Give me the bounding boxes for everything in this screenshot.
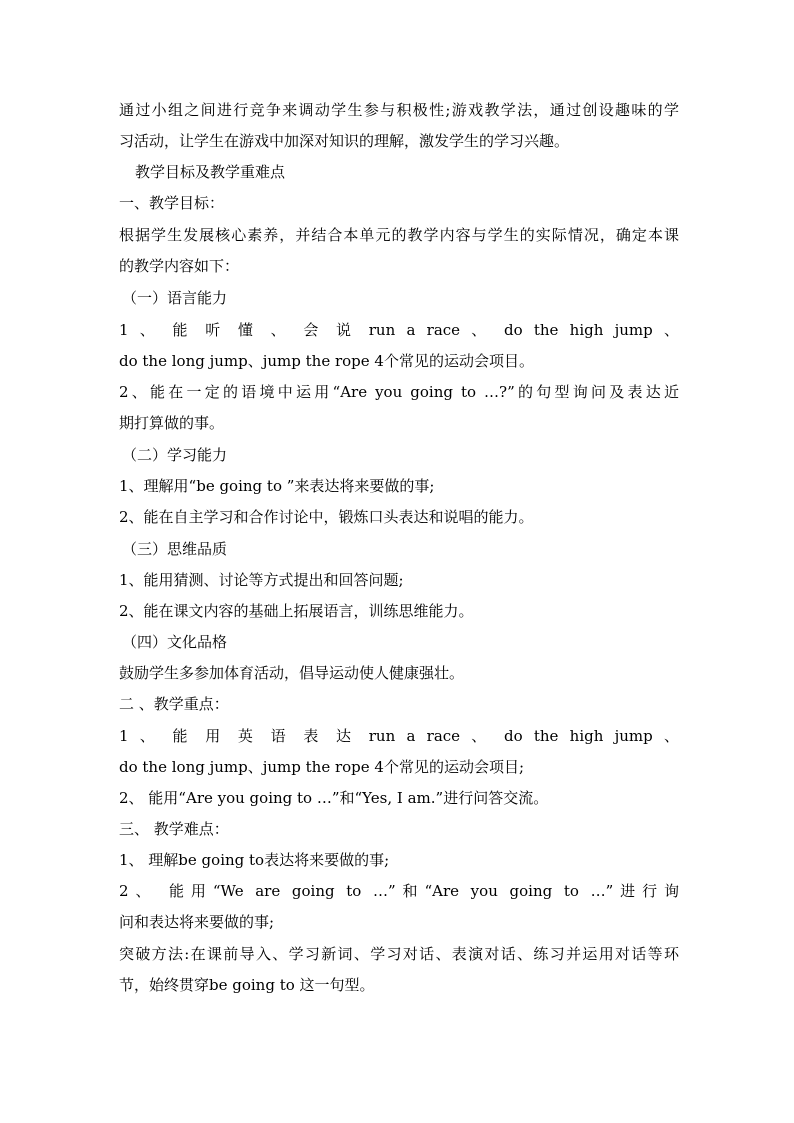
subheading-thinking-quality: （三）思维品质: [122, 540, 228, 558]
list-item: 1 、 能 用 英 语 表 达 run a race 、 do the high jump 、: [119, 727, 679, 745]
heading-key-points: 二 、教学重点：: [119, 695, 229, 713]
list-item-continuation: do the long jump、jump the rope 4个常见的运动会项目;: [119, 758, 525, 776]
list-item: 1、 理解be going to表达将来要做的事;: [119, 851, 390, 869]
paragraph-line: 通过小组之间进行竞争来调动学生参与积极性;游戏教学法，通过创设趣味的学: [119, 101, 679, 119]
paragraph-line: 习活动，让学生在游戏中加深对知识的理解，激发学生的学习兴趣。: [119, 132, 570, 150]
list-item: 2、 能用“Are you going to …”和“Yes, I am.”进行问答交流。: [119, 789, 549, 807]
heading-difficult-points: 三、 教学难点：: [119, 820, 229, 838]
list-item-continuation: 期打算做的事。: [119, 414, 225, 432]
paragraph-line: 鼓励学生多参加体育活动，倡导运动使人健康强壮。: [119, 664, 465, 682]
subheading-language-ability: （一）语言能力: [122, 289, 228, 307]
list-item-continuation: 问和表达将来要做的事;: [119, 913, 275, 931]
list-item-continuation: do the long jump、jump the rope 4个常见的运动会项目。: [119, 352, 534, 370]
section-title: 教学目标及教学重难点: [135, 163, 286, 181]
paragraph-line: 节，始终贯穿be going to 这一句型。: [119, 976, 375, 994]
paragraph-line: 的教学内容如下：: [119, 257, 240, 275]
heading-teaching-goals: 一、教学目标：: [119, 194, 225, 212]
paragraph-line: 根据学生发展核心素养，并结合本单元的教学内容与学生的实际情况，确定本课: [119, 226, 679, 244]
list-item: 2、能在课文内容的基础上拓展语言，训练思维能力。: [119, 602, 474, 620]
list-item: 2、能在一定的语境中运用“Are you going to …?”的句型询问及表达近: [119, 383, 679, 401]
list-item: 1 、 能 听 懂 、 会 说 run a race 、 do the high jump 、: [119, 321, 679, 339]
list-item: 2、 能用“We are going to …”和“Are you going to …”进行询: [119, 882, 679, 900]
list-item: 1、理解用“be going to ”来表达将来要做的事;: [119, 477, 435, 495]
subheading-cultural-character: （四）文化品格: [122, 633, 228, 651]
list-item: 2、能在自主学习和合作讨论中，锻炼口头表达和说唱的能力。: [119, 508, 534, 526]
list-item: 1、能用猜测、讨论等方式提出和回答问题;: [119, 571, 404, 589]
paragraph-line: 突破方法:在课前导入、学习新词、学习对话、表演对话、练习并运用对话等环: [119, 945, 679, 963]
subheading-learning-ability: （二）学习能力: [122, 446, 228, 464]
